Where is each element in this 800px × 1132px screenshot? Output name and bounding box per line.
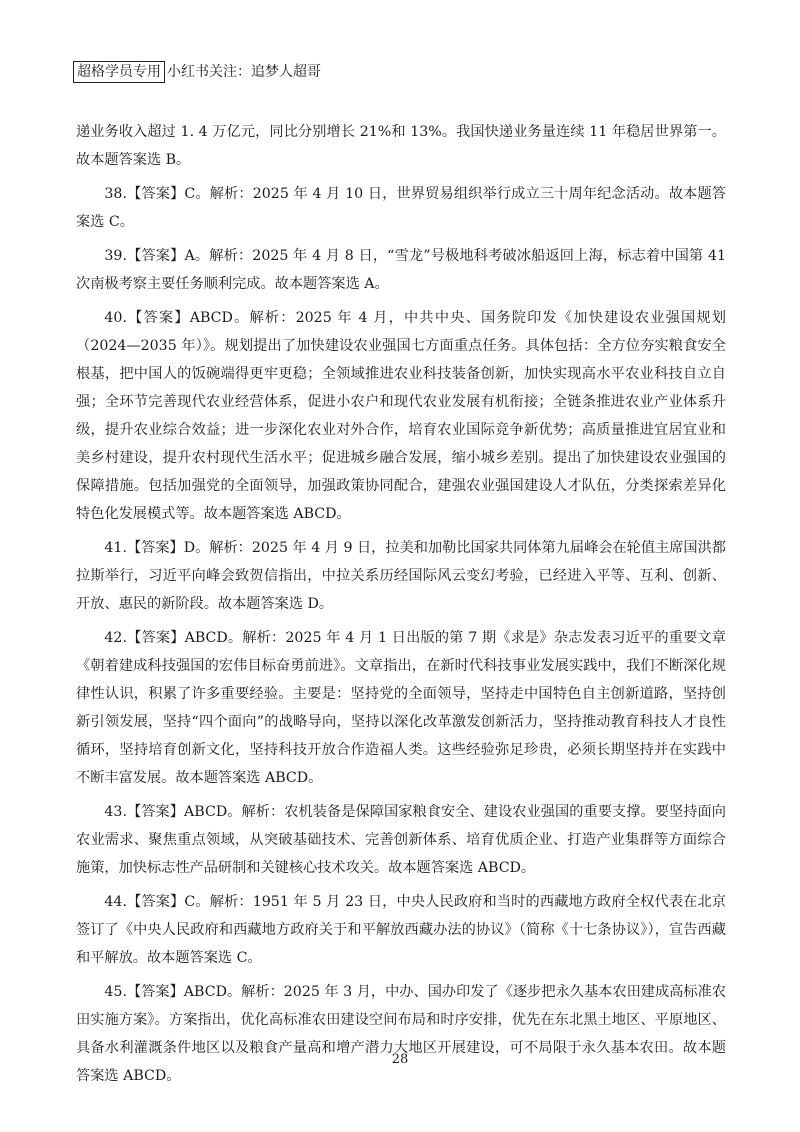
header-tag: 超格学员专用 — [73, 61, 165, 83]
answer-41: 41.【答案】D。解析：2025 年 4 月 9 日，拉美和加勒比国家共同体第九届峰会在轮值主席国洪都拉斯举行，习近平向峰会致贺信指出，中拉关系历经国际风云变幻考验，已经进入平等、互利、创新、开放、惠民的新阶段。故本题答案选 D。 — [76, 540, 726, 612]
answer-44: 44.【答案】C。解析：1951 年 5 月 23 日，中央人民政府和当时的西藏地方政府全权代表在北京签订了《中央人民政府和西藏地方政府关于和平解放西藏办法的协议》（简称《十七条协议》），宣告西藏和平解放。故本题答案选 C。 — [76, 894, 726, 966]
page-header — [73, 60, 321, 84]
header-note: 小红书关注：追梦人超哥 — [167, 64, 321, 80]
paragraph-continued: 递业务收入超过 1. 4 万亿元，同比分别增长 21%和 13%。我国快递业务量连续 11 年稳居世界第一。故本题答案选 B。 — [76, 124, 726, 168]
answer-39: 39.【答案】A。解析：2025 年 4 月 8 日，“雪龙”号极地科考破冰船返回上海，标志着中国第 41 次南极考察主要任务顺利完成。故本题答案选 A。 — [76, 248, 726, 292]
answer-38: 38.【答案】C。解析：2025 年 4 月 10 日，世界贸易组织举行成立三十周年纪念活动。故本题答案选 C。 — [76, 186, 726, 230]
answer-43: 43.【答案】ABCD。解析：农机装备是保障国家粮食安全、建设农业强国的重要支撑。要坚持面向农业需求、聚焦重点领域，从突破基础技术、完善创新体系、培育优质企业、打造产业集群等方面综合施策，加快标志性产品研制和关键核心技术攻关。故本题答案选 ABCD。 — [76, 804, 726, 876]
answer-explanations — [76, 118, 726, 1096]
page-number: 28 — [391, 1052, 409, 1067]
answer-45: 45.【答案】ABCD。解析：2025 年 3 月，中办、国办印发了《逐步把永久基本农田建成高标准农田实施方案》。方案指出，优化高标准农田建设空间布局和时序安排，优先在东北黑土地区、平原地区、具备水利灌溉条件地区以及粮食产量高和增产潜力大地区开展建设，可不局限于永久基本农田。故本题答案选 ABCD。 — [76, 984, 726, 1084]
answer-40: 40.【答案】ABCD。解析：2025 年 4 月，中共中央、国务院印发《加快建设农业强国规划（2024—2035 年）》。规划提出了加快建设农业强国七方面重点任务。具体包括：全方位夯实粮食安全根基，把中国人的饭碗端得更牢更稳；全领域推进农业科技装备创新，加快实现高水平农业科技自立自强；全环节完善现代农业经营体系，促进小农户和现代农业发展有机衔接；全链条推进农业产业体系升级，提升农业综合效益；进一步深化农业对外合作，培育农业国际竞争新优势；高质量推进宜居宜业和美乡村建设，提升农村现代生活水平；促进城乡融合发展，缩小城乡差别。提出了加快建设农业强国的保障措施。包括加强党的全面领导，加强政策协同配合，建强农业强国建设人才队伍，分类探索差异化特色化发展模式等。故本题答案选 ABCD。 — [76, 310, 726, 522]
answer-42: 42.【答案】ABCD。解析：2025 年 4 月 1 日出版的第 7 期《求是》杂志发表习近平的重要文章《朝着建成科技强国的宏伟目标奋勇前进》。文章指出，在新时代科技事业发展实践中，我们不断深化规律性认识，积累了许多重要经验。主要是：坚持党的全面领导，坚持走中国特色自主创新道路，坚持创新引领发展，坚持“四个面向”的战略导向，坚持以深化改革激发创新活力，坚持推动教育科技人才良性循环，坚持培育创新文化，坚持科技开放合作造福人类。这些经验弥足珍贵，必须长期坚持并在实践中不断丰富发展。故本题答案选 ABCD。 — [76, 630, 726, 786]
